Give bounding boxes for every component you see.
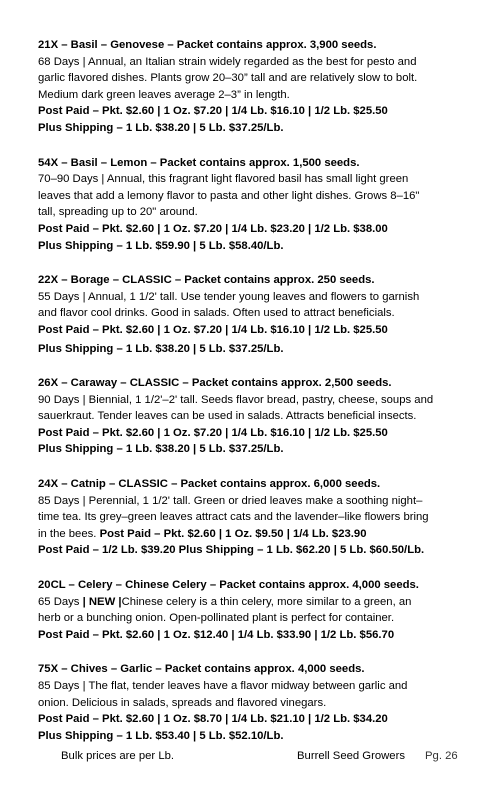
entry-title: 21X – Basil – Genovese – Packet contains approx. 3,900 seeds.	[38, 39, 377, 51]
entry-price: Plus Shipping – 1 Lb. $38.20 | 5 Lb. $37.25/Lb.	[38, 342, 284, 355]
entry-description: tall, spreading up to 20" around.	[38, 206, 198, 219]
catalog-entry-basil-lemon	[38, 155, 470, 255]
entry-price: Post Paid – Pkt. $2.60 | 1 Oz. $7.20 | 1/4 Lb. $23.20 | 1/2 Lb. $38.00	[38, 222, 388, 235]
entry-description: time tea. Its grey–green leaves attract cats and the lavender–like flowers bring	[38, 511, 429, 524]
entry-description: Medium dark green leaves average 2–3” in length.	[38, 88, 290, 101]
new-badge: | NEW |	[82, 595, 122, 608]
entry-price: Post Paid – 1/2 Lb. $39.20 Plus Shipping – 1 Lb. $62.20 | 5 Lb. $60.50/Lb.	[38, 544, 425, 557]
entry-description	[38, 594, 470, 611]
entry-description-tail: in the bees.	[38, 527, 100, 540]
entry-title: 20CL – Celery – Chinese Celery – Packet contains approx. 4,000 seeds.	[38, 579, 419, 592]
entry-description-text: Chinese celery is a thin celery, more similar to a green, an	[121, 595, 412, 608]
catalog-entry-borage	[38, 272, 470, 357]
catalog-entry-chinese-celery	[38, 577, 470, 643]
entry-description: 90 Days | Biennial, 1 1/2'–2' tall. Seeds flavor bread, pastry, cheese, soups and	[38, 393, 434, 406]
entry-price: Post Paid – Pkt. $2.60 | 1 Oz. $8.70 | 1/4 Lb. $21.10 | 1/2 Lb. $34.20	[38, 713, 388, 726]
company-name: Burrell Seed Growers	[297, 750, 405, 762]
page-footer	[0, 750, 504, 768]
entry-description: sauerkraut. Tender leaves can be used in salads. Attracts beneficial insects.	[38, 410, 417, 423]
entry-price: Plus Shipping – 1 Lb. $59.90 | 5 Lb. $58.40/Lb.	[38, 239, 284, 252]
entry-description: and flavor cool drinks. Good in salads. Often used to attract beneficials.	[38, 307, 395, 320]
entry-description: 85 Days | The flat, tender leaves have a flavor midway between garlic and	[38, 680, 408, 692]
entry-description	[38, 526, 470, 543]
entry-description: 55 Days | Annual, 1 1/2' tall. Use tender young leaves and flowers to garnish	[38, 290, 420, 303]
entry-title: 26X – Caraway – CLASSIC – Packet contains approx. 2,500 seeds.	[38, 377, 392, 390]
catalog-entry-caraway	[38, 375, 470, 458]
entry-description: 85 Days | Perennial, 1 1/2' tall. Green or dried leaves make a soothing night–	[38, 494, 423, 507]
entry-title: 75X – Chives – Garlic – Packet contains approx. 4,000 seeds.	[38, 663, 365, 676]
entry-title: 54X – Basil – Lemon – Packet contains approx. 1,500 seeds.	[38, 156, 360, 169]
seed-catalog-page	[38, 37, 470, 762]
entry-description: onion. Delicious in salads, spreads and flavored vinegars.	[38, 696, 327, 709]
entry-description: garlic flavored dishes. Plants grow 20–30” tall and are relatively slow to bolt.	[38, 72, 418, 85]
entry-description: herb or a bunching onion. Open-pollinated plant is perfect for container.	[38, 612, 395, 625]
entry-price-inline: Post Paid – Pkt. $2.60 | 1 Oz. $9.50 | 1/4 Lb. $23.90	[99, 527, 367, 540]
catalog-entry-basil-genovese	[38, 37, 470, 137]
entry-title: 24X – Catnip – CLASSIC – Packet contains approx. 6,000 seeds.	[38, 478, 381, 491]
entry-price: Plus Shipping – 1 Lb. $53.40 | 5 Lb. $52.10/Lb.	[38, 729, 284, 742]
entry-description: 70–90 Days | Annual, this fragrant light flavored basil has small light green	[38, 173, 409, 186]
bulk-price-note: Bulk prices are per Lb.	[61, 750, 175, 762]
entry-price: Post Paid – Pkt. $2.60 | 1 Oz. $7.20 | 1/4 Lb. $16.10 | 1/2 Lb. $25.50	[38, 323, 388, 336]
entry-price: Post Paid – Pkt. $2.60 | 1 Oz. $7.20 | 1/4 Lb. $16.10 | 1/2 Lb. $25.50	[38, 105, 388, 118]
page-number: Pg. 26	[425, 750, 458, 762]
catalog-entry-garlic-chives	[38, 661, 470, 744]
entry-price: Post Paid – Pkt. $2.60 | 1 Oz. $7.20 | 1/4 Lb. $16.10 | 1/2 Lb. $25.50	[38, 426, 388, 439]
catalog-entry-catnip	[38, 476, 470, 559]
entry-price: Plus Shipping – 1 Lb. $38.20 | 5 Lb. $37.25/Lb.	[38, 443, 284, 456]
entry-price: Post Paid – Pkt. $2.60 | 1 Oz. $12.40 | 1/4 Lb. $33.90 | 1/2 Lb. $56.70	[38, 628, 395, 641]
entry-days: 65 Days	[38, 595, 83, 608]
entry-description: leaves that add a lemony flavor to pasta and other light dishes. Grows 8–16"	[38, 189, 420, 202]
entry-title: 22X – Borage – CLASSIC – Packet contains approx. 250 seeds.	[38, 274, 375, 287]
entry-description: 68 Days | Annual, an Italian strain widely regarded as the best for pesto and	[38, 55, 417, 68]
entry-price: Plus Shipping – 1 Lb. $38.20 | 5 Lb. $37.25/Lb.	[38, 121, 284, 134]
